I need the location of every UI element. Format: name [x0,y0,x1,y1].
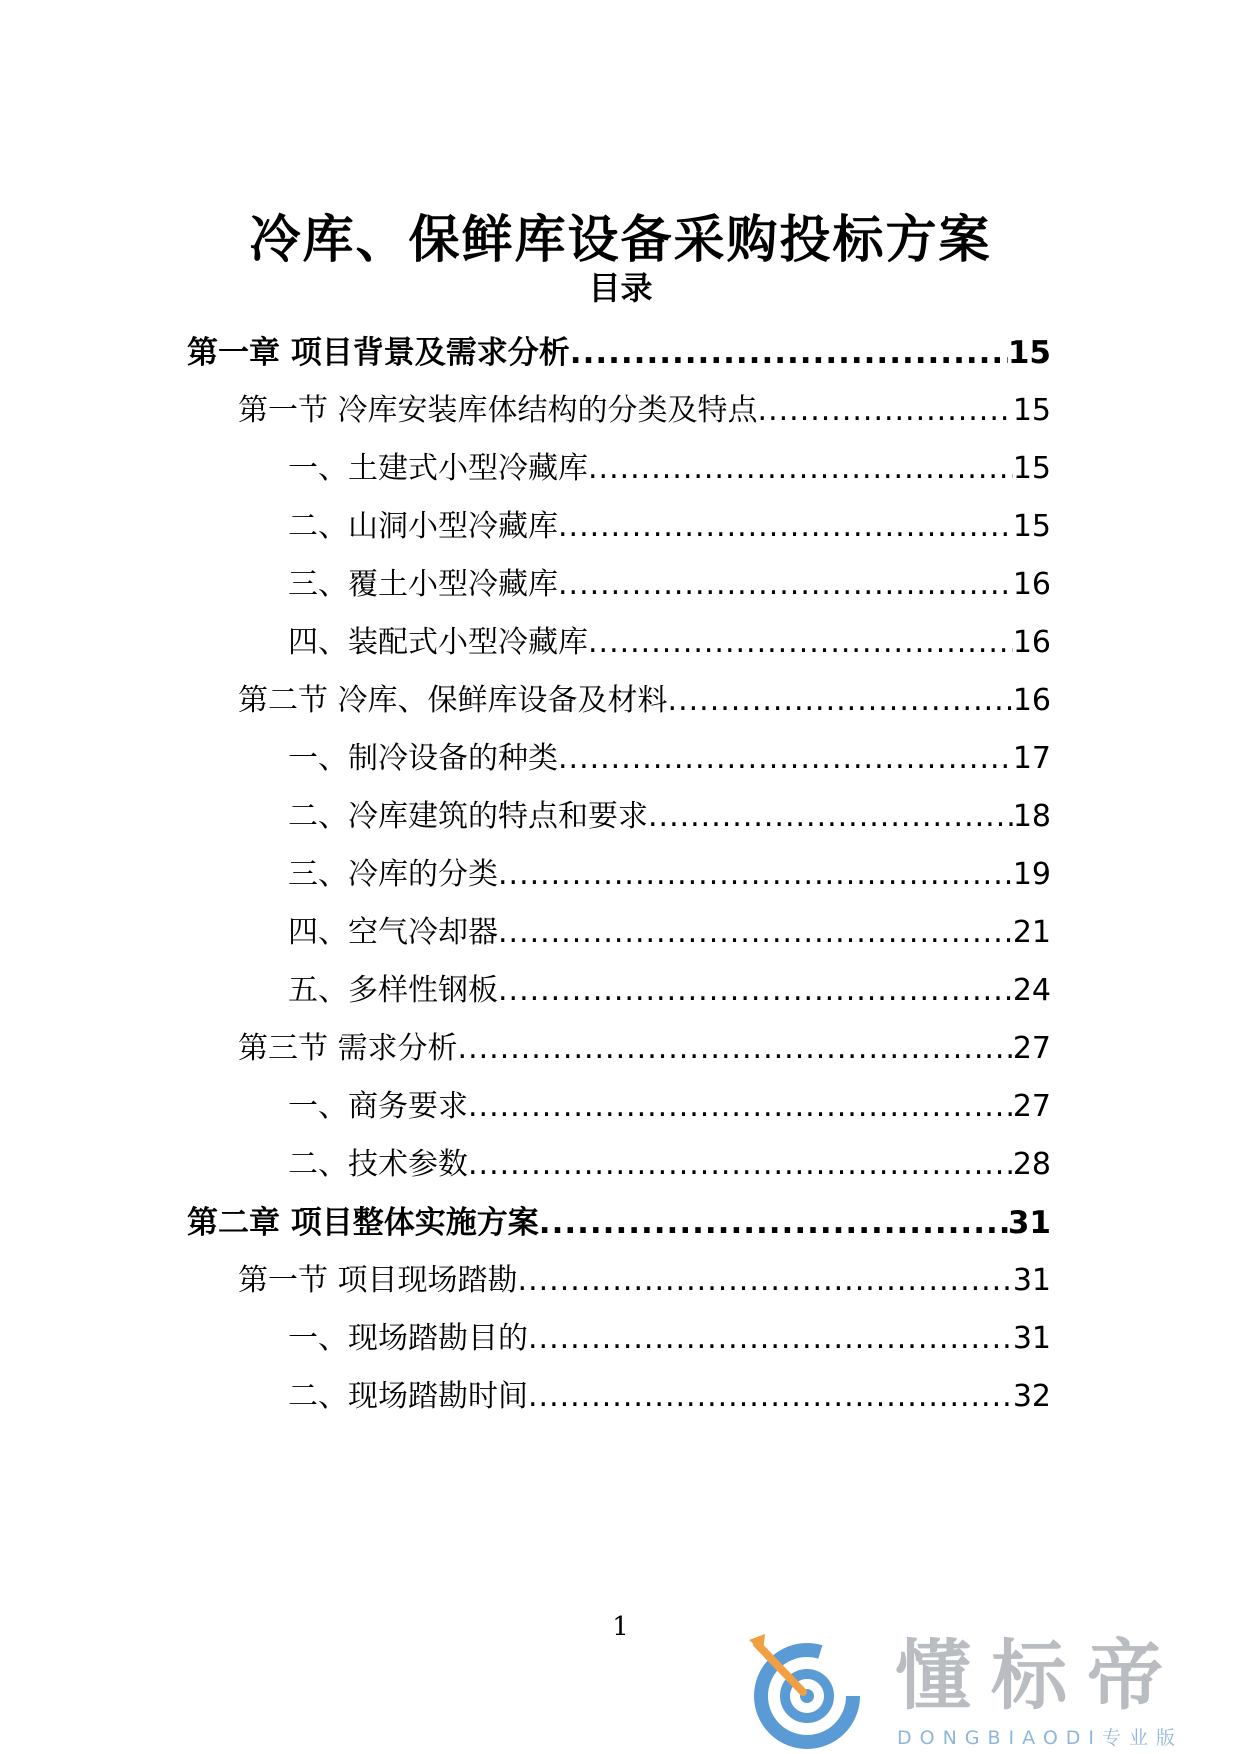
document-title: 冷库、保鲜库设备采购投标方案 [249,211,992,271]
watermark-brand: 懂标帝 [895,1631,1183,1720]
toc-leader-dots [528,1316,1013,1362]
toc-entry-item[interactable] [288,620,1051,666]
toc-leader-dots [458,1026,1013,1072]
toc-entry-label: 二、技术参数 [288,1147,468,1182]
toc-leader-dots [588,620,1013,666]
toc-entry-section[interactable] [238,388,1051,434]
toc-entry-page: 15 [1012,451,1051,486]
toc-entry-label: 二、冷库建筑的特点和要求 [288,799,648,834]
toc-entry-label: 第三节 需求分析 [238,1031,458,1066]
toc-entry-page: 31 [1012,1321,1051,1356]
toc-leader-dots [758,388,1013,434]
toc-entry-label: 二、现场踏勘时间 [288,1379,528,1414]
toc-entry-item[interactable] [288,562,1051,608]
toc-entry-page: 15 [1007,335,1051,371]
toc-leader-dots [498,852,1013,898]
watermark [745,1630,1225,1754]
toc-entry-page: 15 [1012,393,1051,428]
toc-leader-dots [528,1374,1013,1420]
toc-entry-page: 31 [1012,1263,1051,1298]
toc-entry-item[interactable] [288,736,1051,782]
toc-entry-page: 16 [1012,625,1051,660]
toc-entry-item[interactable] [288,794,1051,840]
toc-entry-item[interactable] [288,1316,1051,1362]
toc-entry-label: 四、空气冷却器 [288,915,498,950]
toc-leader-dots [668,678,1013,724]
toc-leader-dots [570,330,1008,376]
toc-entry-chapter[interactable] [187,1200,1051,1246]
toc-leader-dots [468,1142,1013,1188]
toc-entry-label: 二、山洞小型冷藏库 [288,509,558,544]
toc-entry-page: 24 [1012,973,1051,1008]
toc-entry-page: 32 [1012,1379,1051,1414]
toc-leader-dots [558,736,1013,782]
toc-entry-item[interactable] [288,446,1051,492]
toc-entry-item[interactable] [288,852,1051,898]
toc-entry-item[interactable] [288,504,1051,550]
toc-leader-dots [498,910,1013,956]
toc-entry-label: 第一章 项目背景及需求分析 [187,335,570,371]
toc-entry-label: 一、土建式小型冷藏库 [288,451,588,486]
toc-entry-section[interactable] [238,1026,1051,1072]
target-logo-icon [745,1630,865,1754]
toc-entry-label: 三、覆土小型冷藏库 [288,567,558,602]
toc-entry-label: 第一节 项目现场踏勘 [238,1263,518,1298]
toc-entry-page: 18 [1012,799,1051,834]
toc-entry-label: 四、装配式小型冷藏库 [288,625,588,660]
toc-entry-item[interactable] [288,1142,1051,1188]
watermark-subtitle: DONGBIAODI专业版 [897,1727,1184,1749]
toc-leader-dots [468,1084,1013,1130]
toc-entry-item[interactable] [288,1084,1051,1130]
page-number: 1 [612,1612,629,1642]
toc-leader-dots [588,446,1013,492]
toc-leader-dots [558,562,1013,608]
toc-entry-label: 第一节 冷库安装库体结构的分类及特点 [238,393,758,428]
toc-entry-page: 16 [1012,567,1051,602]
toc-entry-page: 19 [1012,857,1051,892]
toc-entry-page: 31 [1007,1205,1051,1241]
toc-entry-chapter[interactable] [187,330,1051,376]
toc-entry-label: 第二节 冷库、保鲜库设备及材料 [238,683,668,718]
toc-entry-section[interactable] [238,678,1051,724]
toc-entry-item[interactable] [288,1374,1051,1420]
toc-leader-dots [498,968,1013,1014]
toc-entry-page: 17 [1012,741,1051,776]
toc-heading: 目录 [588,269,653,307]
toc-entry-page: 16 [1012,683,1051,718]
toc-entry-label: 一、现场踏勘目的 [288,1321,528,1356]
toc-entry-label: 第二章 项目整体实施方案 [187,1205,539,1241]
toc-entry-page: 21 [1012,915,1051,950]
toc-entry-section[interactable] [238,1258,1051,1304]
toc-entry-page: 28 [1012,1147,1051,1182]
toc-entry-label: 五、多样性钢板 [288,973,498,1008]
toc-leader-dots [539,1200,1008,1246]
toc-entry-label: 一、商务要求 [288,1089,468,1124]
toc-leader-dots [518,1258,1013,1304]
toc-leader-dots [648,794,1013,840]
toc-entry-page: 15 [1012,509,1051,544]
toc-entry-page: 27 [1012,1031,1051,1066]
toc-leader-dots [558,504,1013,550]
toc-entry-label: 三、冷库的分类 [288,857,498,892]
toc-entry-label: 一、制冷设备的种类 [288,741,558,776]
toc-entry-item[interactable] [288,910,1051,956]
toc-entry-item[interactable] [288,968,1051,1014]
toc-entry-page: 27 [1012,1089,1051,1124]
